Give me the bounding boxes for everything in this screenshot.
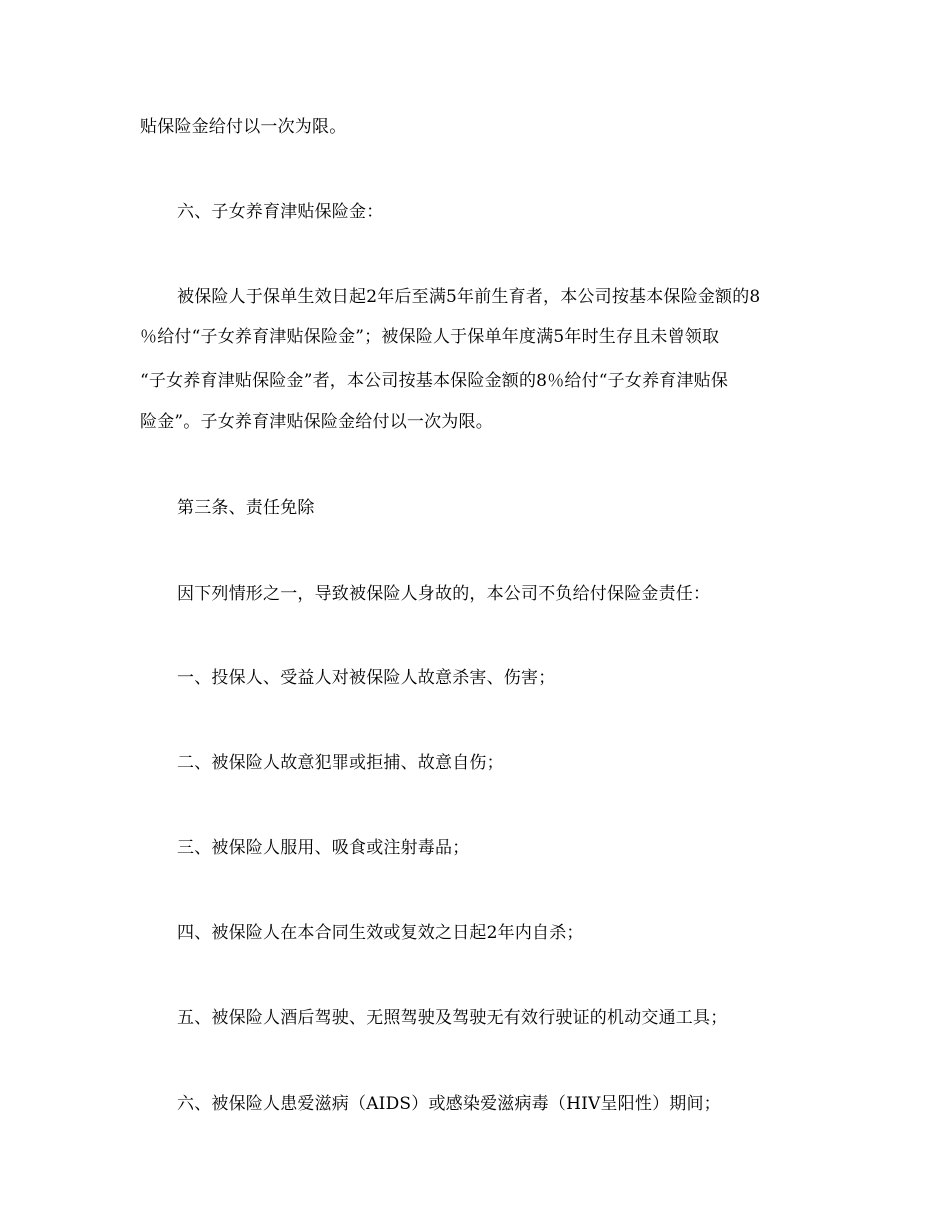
paragraph-line: ％给付“子女养育津贴保险金”；被保险人于保单年度满5年时生存且未曾领取: [140, 327, 720, 347]
list-item: 六、被保险人患爱滋病（AIDS）或感染爱滋病毒（HIV呈阳性）期间；: [177, 1094, 721, 1114]
list-item: 五、被保险人酒后驾驶、无照驾驶及驾驶无有效行驶证的机动交通工具；: [177, 1008, 728, 1028]
article-heading-exclusions: 第三条、责任免除: [177, 498, 315, 518]
list-item: 二、被保险人故意犯罪或拒捕、故意自伤；: [177, 753, 504, 773]
list-item: 四、被保险人在本合同生效或复效之日起2年内自杀；: [177, 923, 584, 943]
paragraph-line: 贴保险金给付以一次为限。: [140, 117, 347, 137]
section-heading-childcare-allowance: 六、子女养育津贴保险金：: [177, 202, 384, 222]
paragraph-line: 险金”。子女养育津贴保险金给付以一次为限。: [140, 412, 493, 432]
list-item: 一、投保人、受益人对被保险人故意杀害、伤害；: [177, 668, 556, 688]
paragraph-line: 因下列情形之一，导致被保险人身故的，本公司不负给付保险金责任：: [177, 584, 711, 604]
list-item: 三、被保险人服用、吸食或注射毒品；: [177, 838, 470, 858]
paragraph-line: “子女养育津贴保险金”者，本公司按基本保险金额的8％给付“子女养育津贴保: [140, 371, 729, 391]
paragraph-line: 被保险人于保单生效日起2年后至满5年前生育者，本公司按基本保险金额的8: [177, 287, 761, 307]
